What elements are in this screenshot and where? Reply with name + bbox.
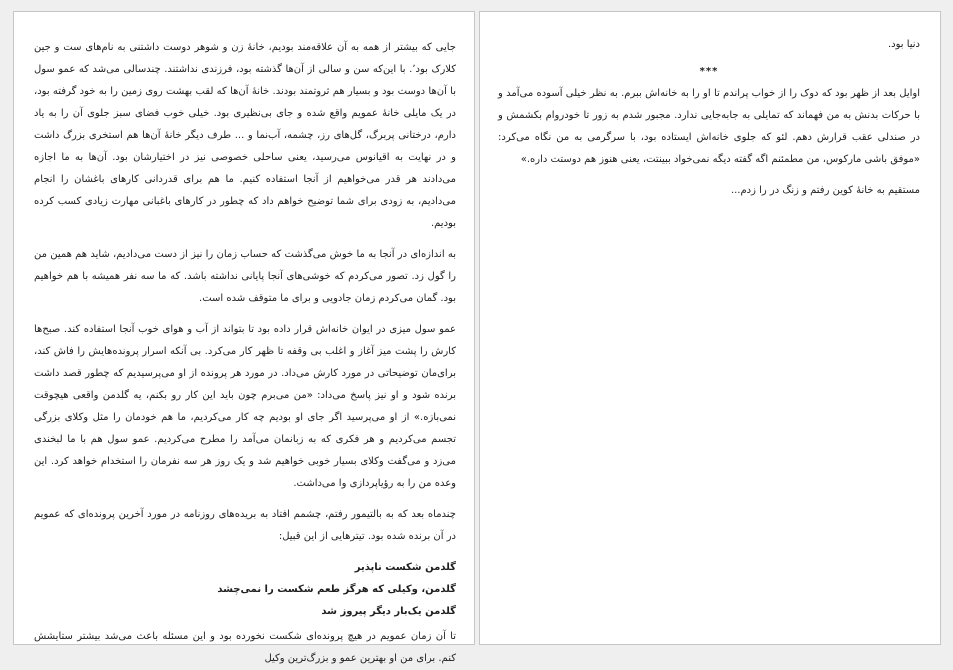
headline: گلدمن شکست ناپذیر	[354, 562, 456, 573]
paragraph: تا آن زمان عمویم در هیچ پرونده‌ای شکست نخورده بود و این مسئله باعث می‌شد بیشتر ستایشش کنم. برای من او بهترین عمو و بزرگ‌ترین وکیل	[34, 631, 456, 664]
paragraph: جایی که بیشتر از همه به آن علاقه‌مند بودیم، خانهٔ زن و شوهر دوست داشتنی به نام‌های ست و جین کلارک بود٬. با این‌که سن و سالی از آن‌ها گذشته بود، فرزندی نداشتند. چندسالی می‌شد که عمو سول با آن‌ها دوست بود و بسیار هم ثروتمند بودند. خانهٔ آن‌ها که لقب بهشت روی زمین را به خود گرفته بود، در یک مایلی خانهٔ عمویم واقع شده و جای بی‌نظیری بود. خیلی خوب فضای سبز جلوی آن را به یاد دارم، درختانی پربرگ، گل‌های رز، چشمه، آب‌نما و ... طرف دیگر خانهٔ آن‌ها هم استخری بزرگ داشت و در نهایت به اقیانوس می‌رسید، یعنی ساحلی خصوصی نیز در اختیارشان بود. آن‌ها به ما اجازه می‌دادند هر قدر می‌خواهیم از آنجا استفاده کنیم. ما هم برای قدردانی کارهای باغشان را انجام می‌دادیم، به زودی برای شما توضیح خواهم داد که چطور در کارهای باغبانی مهارت زیادی کسب کرده بودیم.	[34, 42, 456, 229]
paragraph: دنیا بود.	[887, 39, 920, 50]
paragraph: به اندازه‌ای در آنجا به ما خوش می‌گذشت که حساب زمان را نیز از دست می‌دادیم، شاید هم همین من را گول زد. تصور می‌کردم که خوشی‌های آنجا پایانی نداشته باشد. که ما سه نفر همیشه با هم خواهیم بود. گمان می‌کردم زمان جادویی و برای ما متوقف شده است.	[34, 249, 456, 304]
left-page-body	[14, 12, 474, 670]
section-separator: ***	[699, 66, 719, 77]
right-page	[479, 11, 941, 645]
left-page	[13, 11, 475, 664]
headline: گلدمن یک‌بار دیگر پیروز شد	[321, 606, 456, 617]
paragraph: مستقیم به خانهٔ کوین رفتم و زنگ در را زدم...	[730, 185, 920, 196]
headlines	[34, 557, 456, 623]
right-page-body	[480, 12, 940, 202]
paragraph: عمو سول میزی در ایوان خانه‌اش قرار داده بود تا بتواند از آب و هوای خوب آنجا استفاده کند. صبح‌ها کارش را پشت میز آغاز و اغلب بی وقفه تا ظهر کار می‌کرد. بی آنکه اسرار پرونده‌هایش را فاش کند، برای‌مان توضیحاتی در مورد کارش می‌داد. در مورد هر پرونده از او می‌پرسیدیم که چطور قصد داشت برنده شود و او نیز پاسخ می‌داد: «من می‌برم چون باید این کار رو بکنم، یه گلدمن واقعی هیچوقت نمی‌بازه.» از او می‌پرسید اگر جای او بودیم چه کار می‌کردیم، ما هم خودمان را مثل وکلای بزرگی تجسم می‌کردیم و هر فکری که به زبانمان می‌آمد را مطرح می‌کردیم. عمو سول هم با ما لبخندی می‌زد و می‌گفت وکلای بسیار خوبی خواهیم شد و یک روز هر سه نفرمان را استخدام خواهد کرد. این وعده من را به رؤیاپردازی وا می‌داشت.	[34, 324, 456, 489]
paragraph: اوایل بعد از ظهر بود که دوک را از خواب پراندم تا او را به خانه‌اش ببرم. به نظر خیلی آسوده می‌آمد و با حرکات بدنش به من فهماند که تمایلی به جابه‌جایی ندارد. مجبور شدم به زور تا خودروام بکشمش و در صندلی عقب قرارش دهم. لئو که جلوی خانه‌اش ایستاده بود، با سرگرمی به من نگاه می‌کرد: «موفق باشی مارکوس، من مطمئنم اگه گفته دیگه نمی‌خواد ببینتت، یعنی هنوز هم دوستت داره.»	[498, 88, 920, 165]
headline: گلدمن، وکیلی که هرگز طعم شکست را نمی‌چشد	[217, 584, 456, 595]
paragraph: چندماه بعد که به بالتیمور رفتم، چشمم افتاد به بریده‌های روزنامه در مورد آخرین پرونده‌ای که عمویم در آن برنده شده بود. تیترهایی از این قبیل:	[34, 509, 456, 542]
